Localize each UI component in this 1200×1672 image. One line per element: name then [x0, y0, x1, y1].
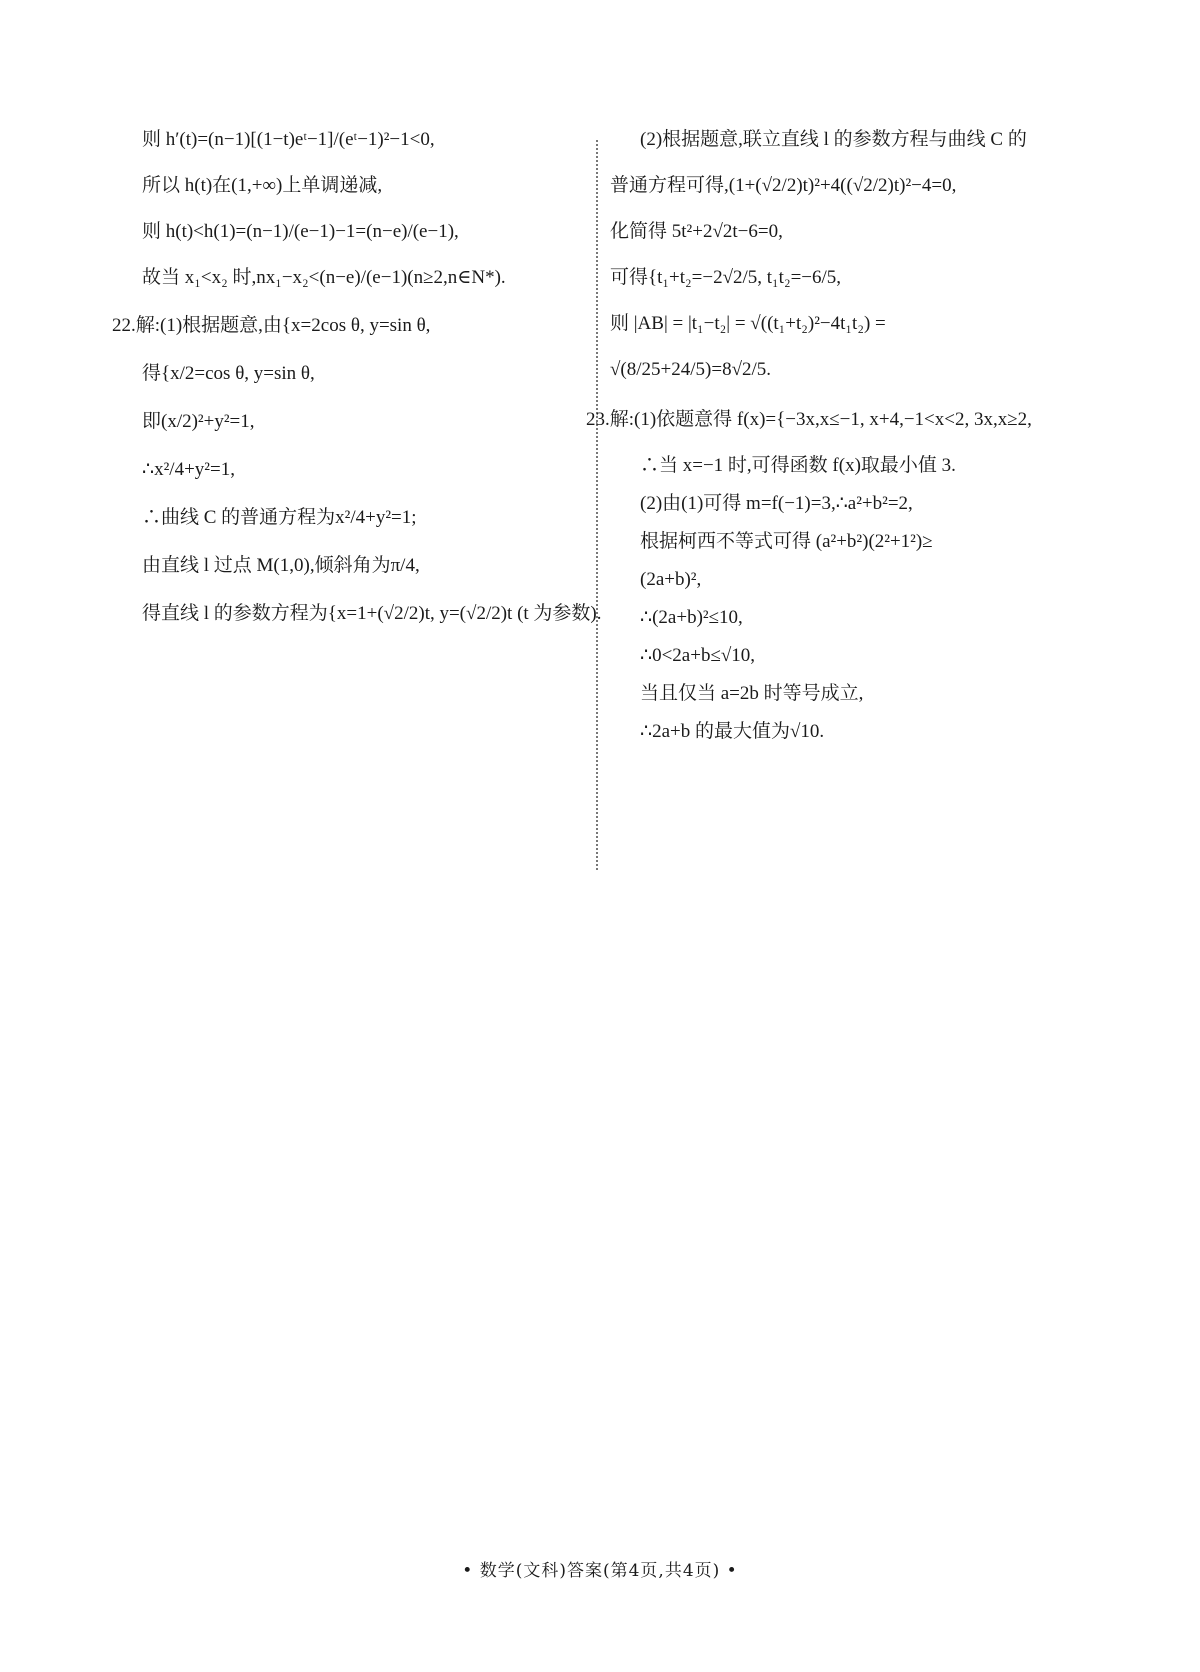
- q23-maximum: ∴2a+b 的最大值为√10.: [640, 721, 825, 742]
- q23-equality: 当且仅当 a=2b 时等号成立,: [640, 683, 864, 704]
- q22-quadratic: 化简得 5t²+2√2t−6=0,: [610, 221, 783, 242]
- q23-part2-start: (2)由(1)可得 m=f(−1)=3,∴a²+b²=2,: [640, 493, 913, 514]
- q22-ab-length: 则 |AB| = |t₁−t₂| = √((t₁+t₂)²−4t₁t₂) =: [610, 313, 886, 334]
- q23-bound-square: ∴(2a+b)²≤10,: [640, 607, 743, 628]
- inequality-line: 则 h(t)<h(1)=(n−1)/(e−1)−1=(n−e)/(e−1),: [142, 221, 459, 242]
- monotonic-line: 所以 h(t)在(1,+∞)上单调递减,: [142, 175, 383, 196]
- column-divider: [596, 140, 598, 870]
- right-column: [586, 128, 1100, 758]
- q22-line-point: 由直线 l 过点 M(1,0),倾斜角为π/4,: [142, 555, 420, 576]
- conclusion-line: 故当 x₁<x₂ 时,nx₁−x₂<(n−e)/(e−1)(n≥2,n∈N*).: [142, 267, 506, 288]
- q23-heading: 23.解:(1)依题意得 f(x)={−3x,x≤−1, x+4,−1<x<2, 3x,x≥2,: [586, 409, 1032, 430]
- q22-simplified: ∴x²/4+y²=1,: [142, 459, 235, 480]
- q23-cauchy: 根据柯西不等式可得 (a²+b²)(2²+1²)≥: [640, 531, 933, 552]
- q22-curve-equation: ∴曲线 C 的普通方程为x²/4+y²=1;: [142, 507, 417, 528]
- q22-system: 得{x/2=cos θ, y=sin θ,: [142, 363, 315, 384]
- derivative-line: 则 h′(t)=(n−1)[(1−t)eᵗ−1]/(eᵗ−1)²−1<0,: [142, 129, 435, 150]
- q22-combined: 即(x/2)²+y²=1,: [142, 411, 255, 432]
- q22-vieta: 可得{t₁+t₂=−2√2/5, t₁t₂=−6/5,: [610, 267, 842, 288]
- q22-line-parametric: 得直线 l 的参数方程为{x=1+(√2/2)t, y=(√2/2)t (t 为参数).: [142, 603, 602, 624]
- q23-bound: ∴0<2a+b≤√10,: [640, 645, 756, 666]
- q22-heading: 22.解:(1)根据题意,由{x=2cos θ, y=sin θ,: [112, 315, 431, 336]
- q22-substitution: 普通方程可得,(1+(√2/2)t)²+4((√2/2)t)²−4=0,: [610, 175, 957, 196]
- q23-cauchy-cont: (2a+b)²,: [640, 569, 702, 590]
- q22-part2-intro: (2)根据题意,联立直线 l 的参数方程与曲线 C 的: [640, 129, 1027, 150]
- page-footer: • 数学(文科)答案(第4页,共4页) •: [462, 1561, 738, 1581]
- q23-minimum: ∴当 x=−1 时,可得函数 f(x)取最小值 3.: [640, 455, 956, 476]
- q22-ab-result: √(8/25+24/5)=8√2/5.: [610, 359, 772, 380]
- left-column: [112, 128, 602, 640]
